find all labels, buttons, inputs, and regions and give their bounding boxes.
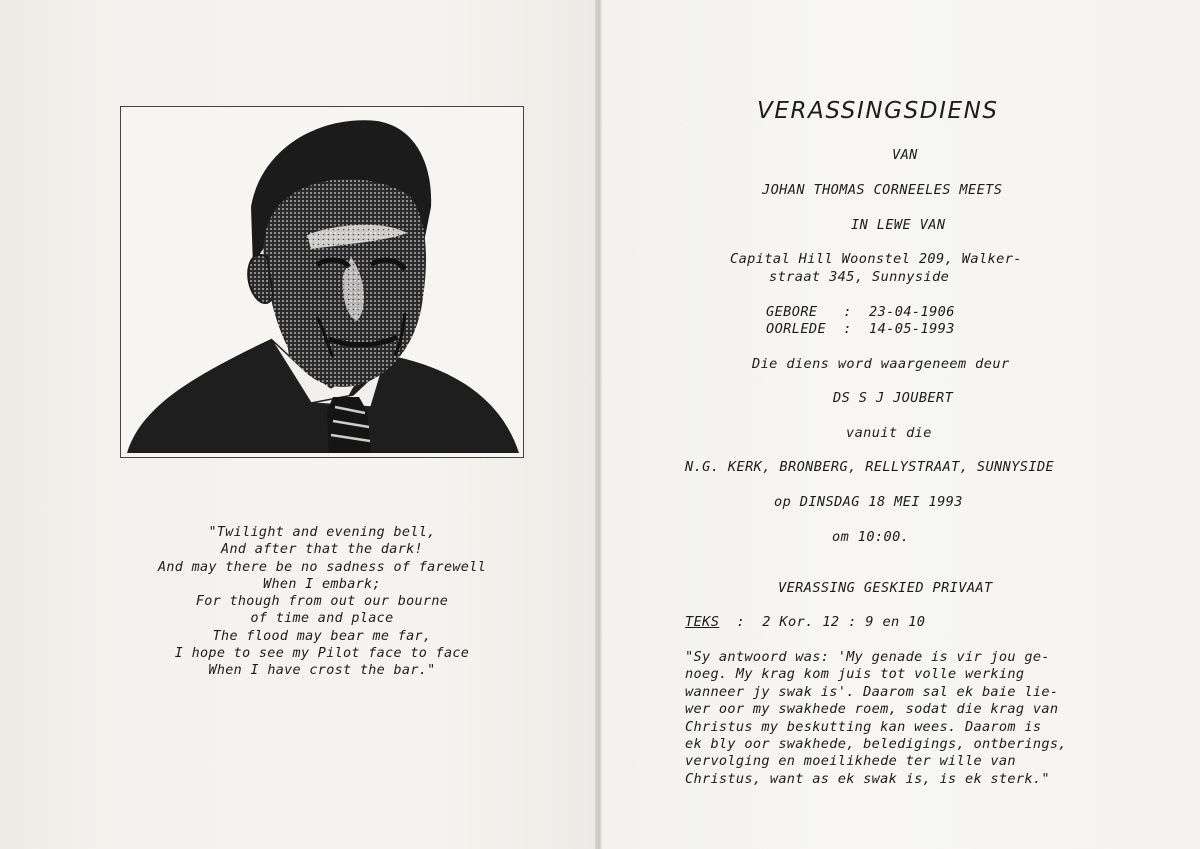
scripture-line: ek bly oor swakhede, beledigings, ontberings,	[685, 736, 1067, 753]
poem-line: For though from out our bourne	[195, 594, 449, 610]
teks-label: TEKS	[685, 614, 720, 630]
address-line-1: Capital Hill Woonstel 209, Walker-	[730, 251, 1022, 267]
teks-reference: : 2 Kor. 12 : 9 en 10	[719, 614, 926, 630]
scripture-line: noeg. My krag kom juis tot volle werking	[685, 666, 1025, 683]
church-location: N.G. KERK, BRONBERG, RELLYSTRAAT, SUNNYSIDE	[685, 459, 1055, 475]
address-line-2: straat 345, Sunnyside	[769, 269, 950, 285]
portrait-illustration	[121, 107, 524, 458]
birth-date: GEBORE : 23-04-1906	[766, 304, 955, 320]
in-lewe-van-label: IN LEWE VAN	[851, 217, 946, 233]
scripture-line: vervolging en moeilikhede ter wille van	[685, 753, 1016, 770]
poem-line: And after that the dark!	[221, 542, 423, 558]
scripture-line: wer oor my swakhede roem, sodat die krag van	[685, 701, 1059, 718]
page-title: VERASSINGSDIENS	[757, 98, 999, 124]
poem-line: When I have crost the bar."	[208, 663, 436, 679]
poem	[120, 524, 524, 680]
van-label: VAN	[892, 147, 918, 163]
death-date: OORLEDE : 14-05-1993	[766, 321, 955, 337]
poem-line: When I embark;	[263, 576, 381, 592]
scripture-line: Christus, want as ek swak is, is ek sterk."	[685, 770, 1050, 787]
scripture-text	[685, 649, 1133, 788]
poem-line: And may there be no sadness of farewell	[157, 559, 487, 575]
service-date: op DINSDAG 18 MEI 1993	[774, 494, 963, 510]
service-by-intro: Die diens word waargeneem deur	[752, 356, 1010, 372]
poem-line: "Twilight and evening bell,	[208, 525, 436, 540]
service-time: om 10:00.	[832, 529, 910, 545]
poem-line: The flood may bear me far,	[212, 628, 432, 644]
scripture-line: Christus my beskutting kan wees. Daarom is	[685, 718, 1042, 735]
poem-line: of time and place	[250, 611, 394, 627]
teks-line	[685, 614, 925, 630]
portrait-photo	[120, 106, 524, 458]
cremation-note: VERASSING GESKIED PRIVAAT	[778, 580, 993, 596]
minister-name: DS S J JOUBERT	[833, 390, 954, 406]
deceased-name: JOHAN THOMAS CORNEELES MEETS	[762, 182, 1003, 198]
vanuit-label: vanuit die	[846, 425, 932, 441]
scripture-line: wanneer jy swak is'. Daarom sal ek baie lie-	[685, 683, 1059, 700]
left-page	[0, 0, 598, 849]
scripture-line: "Sy antwoord was: 'My genade is vir jou ge-	[685, 649, 1050, 665]
poem-line: I hope to see my Pilot face to face	[174, 646, 470, 662]
